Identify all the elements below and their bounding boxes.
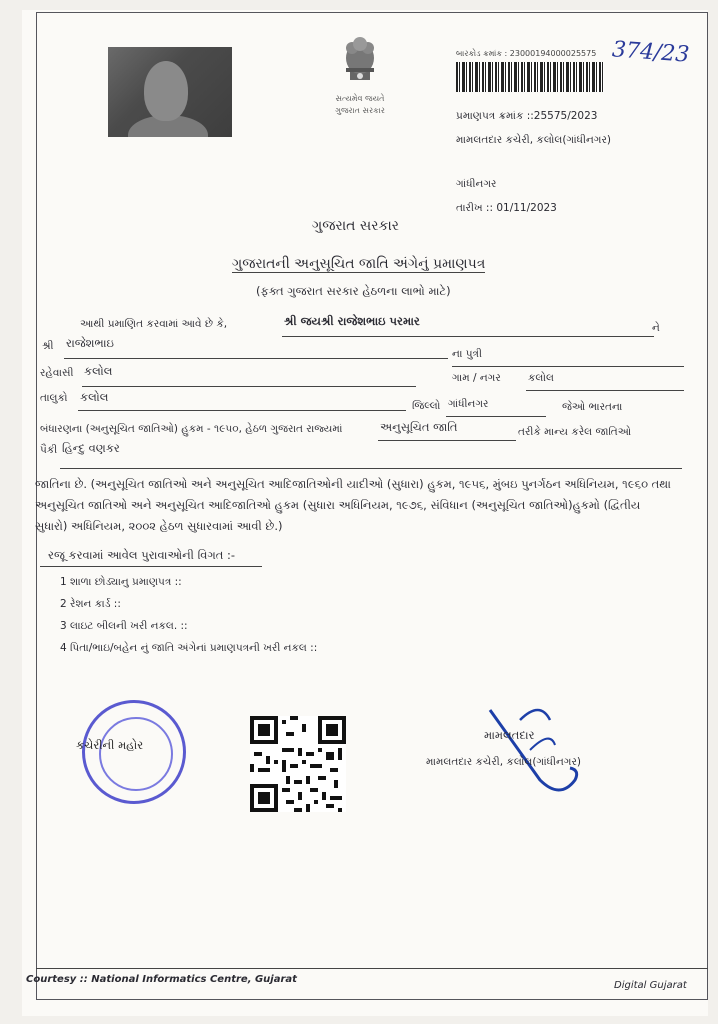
subcaste-value: હિન્દુ વણકર <box>62 441 120 455</box>
barcode-number: બારકોડ ક્રમાંક : 23000194000025575 <box>456 49 597 58</box>
signature-icon <box>480 690 590 800</box>
issue-place: ગાંધીનગર <box>456 178 497 190</box>
issuing-office: મામલતદાર કચેરી, કલોલ(ગાંધીનગર) <box>456 134 611 146</box>
certificate-number: પ્રમાણપત્ર ક્રમાંક ::25575/2023 <box>456 110 598 122</box>
taluka-value: કલોલ <box>80 390 109 404</box>
evidence-item: 1 શાળા છોડ્યાનુ પ્રમાણપત્ર :: <box>60 576 182 588</box>
signatory-designation: મામલતદાર <box>484 728 535 742</box>
applicant-name: શ્રી જયશ્રી રાજેશભાઇ પરમાર <box>284 314 420 328</box>
indian-label: જેઓ ભારતના <box>562 401 623 413</box>
courtesy-text: Courtesy :: National Informatics Centre, Gujarat <box>26 974 297 985</box>
handwritten-number: 374/23 <box>611 37 691 68</box>
daughter-of-label: ના પુત્રી <box>452 348 483 360</box>
digital-gujarat-text: Digital Gujarat <box>614 980 687 991</box>
evidence-item: 3 લાઇટ બીલની ખરી નકલ. :: <box>60 620 188 632</box>
village-label: ગામ / નગર <box>452 372 501 384</box>
caste-category: અનુસૂચિત જાતિ <box>380 420 458 434</box>
district-label: જિલ્લો <box>412 400 441 412</box>
te-label: ને <box>652 322 660 334</box>
constitution-text: બંધારણના (અનુસૂચિત જાતિઓ) હુકમ - ૧૯૫૦, હેઠળ ગુજરાત રાજ્યમાં <box>40 423 343 435</box>
legal-paragraph: જાતિના છે. (અનુસૂચિત જાતિઓ અને અનુસૂચિત આદિજાતિઓની યાદીઓ (સુધારા) હુકમ, ૧૯૫૬, મુંબઇ પુનર્ગઠન અધિનિયમ, ૧૯૬૦ તથા અનુસૂચિત જાતિઓ અને અનુસૂચિત આદિજાતિઓ હુકમ (સુધારા અધિનિયમ, ૧૯૭૬, સંવિધાન (અનુસૂચિત જાતિઓ)હુકમો (દ્વિતીય સુધારો) અધિનિયમ, ૨૦૦૨ હેઠળ સુધારવામાં આવી છે.) <box>35 477 671 533</box>
resident-label: રહેવાસી <box>40 367 74 379</box>
resident-value: કલોલ <box>84 364 113 378</box>
subcaste-prefix: પૈકી <box>40 444 58 456</box>
evidence-heading: રજૂ કરવામાં આવેલ પુરાવાઓની વિગત :- <box>48 548 236 562</box>
signatory-office: મામલતદાર કચેરી, કલોલ(ગાંધીનગર) <box>426 756 581 768</box>
ashoka-emblem-icon <box>328 28 392 92</box>
village-value: કલોલ <box>528 372 554 384</box>
taluka-label: તાલુકો <box>40 392 68 404</box>
evidence-item: 2 રેશન કાર્ડ :: <box>60 598 121 610</box>
district-value: ગાંધીનગર <box>448 398 489 410</box>
office-seal-label: કચેરીની મહોર <box>76 738 144 752</box>
govt-title: ગુજરાત સરકાર <box>312 218 399 234</box>
recognized-label: તરીકે માન્ય કરેલ જાતિઓ <box>518 426 632 438</box>
emblem-caption-1: સત્યમેવ જયતે <box>335 94 385 103</box>
certificate-title: ગુજરાતની અનુસૂચિત જાતિ અંગેનું પ્રમાણપત્ર <box>232 256 486 272</box>
emblem-caption-2: ગુજરાત સરકાર <box>335 106 385 115</box>
certificate-subtitle: (ફક્ત ગુજરાત સરકાર હેઠળના લાભો માટે) <box>256 284 451 298</box>
applicant-photo <box>108 47 232 137</box>
qr-code-icon <box>250 716 346 812</box>
evidence-item: 4 પિતા/ભાઇ/બહેન નું જાતિ અંગેનાં પ્રમાણપત્રની ખરી નકલ :: <box>60 642 318 654</box>
issue-date: તારીખ :: 01/11/2023 <box>456 202 557 214</box>
certify-label: આથી પ્રમાણિત કરવામાં આવે છે કે, <box>80 318 228 330</box>
shri-label: શ્રી <box>42 340 54 352</box>
father-name: રાજેશભાઇ <box>66 336 114 350</box>
barcode <box>456 62 604 92</box>
